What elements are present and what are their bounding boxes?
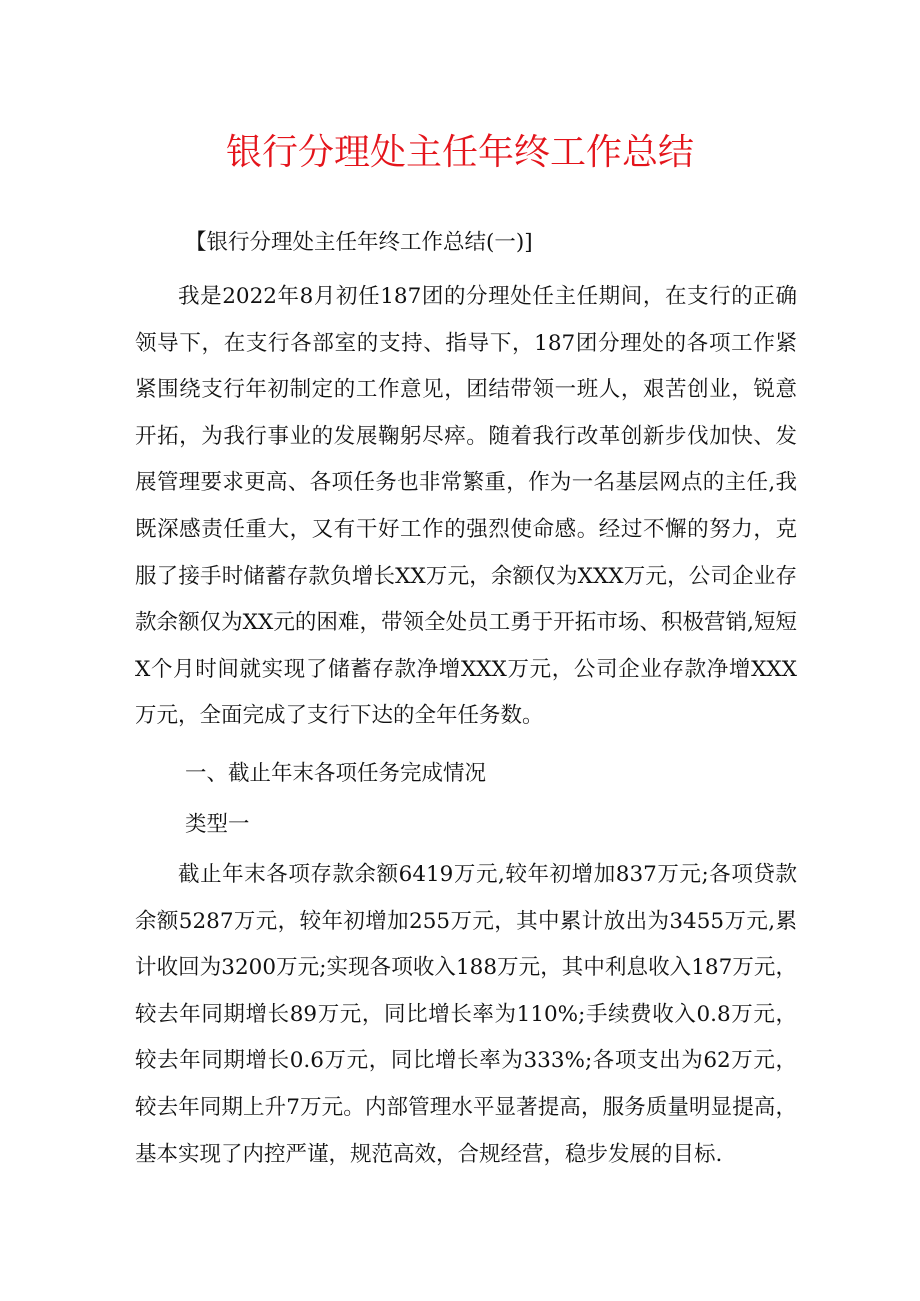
type-heading: 类型一	[185, 812, 250, 837]
paragraph-results: 截止年末各项存款余额6419万元,较年初增加837万元;各项贷款余额5287万元，较年初增加255万元，其中累计放出为3455万元,累计收回为3200万元;实现各项收入188万元，其中利息收入187万元，较去年同期增长89万元，同比增长率为110%;手续费收入0.8万元，较去年同期增长0.6万元，同比增长率为333%;各项支出为62万元，较去年同期上升7万元。内部管理水平显著提高，服务质量明显提高，基本实现了内控严谨，规范高效，合规经营，稳步发展的目标.	[135, 862, 797, 1167]
paragraph-intro: 我是2022年8月初任187团的分理处任主任期间，在支行的正确领导下，在支行各部室的支持、指导下，187团分理处的各项工作紧紧围绕支行年初制定的工作意见，团结带领一班人，艰苦创业，锐意开拓，为我行事业的发展鞠躬尽瘁。随着我行改革创新步伐加快、发展管理要求更高、各项任务也非常繁重，作为一名基层网点的主任,我既深感责任重大，又有干好工作的强烈使命感。经过不懈的努力，克服了接手时储蓄存款负增长XX万元，余额仅为XXX万元，公司企业存款余额仅为XX元的困难，带领全处员工勇于开拓市场、积极营销,短短X个月时间就实现了储蓄存款净增XXX万元，公司企业存款净增XXX万元，全面完成了支行下达的全年任务数。	[135, 284, 797, 729]
section-heading: 一、截止年末各项任务完成情况	[185, 761, 487, 786]
document-title: 银行分理处主任年终工作总结	[225, 132, 694, 173]
document-subtitle: 【银行分理处主任年终工作总结(一)]	[185, 230, 533, 255]
